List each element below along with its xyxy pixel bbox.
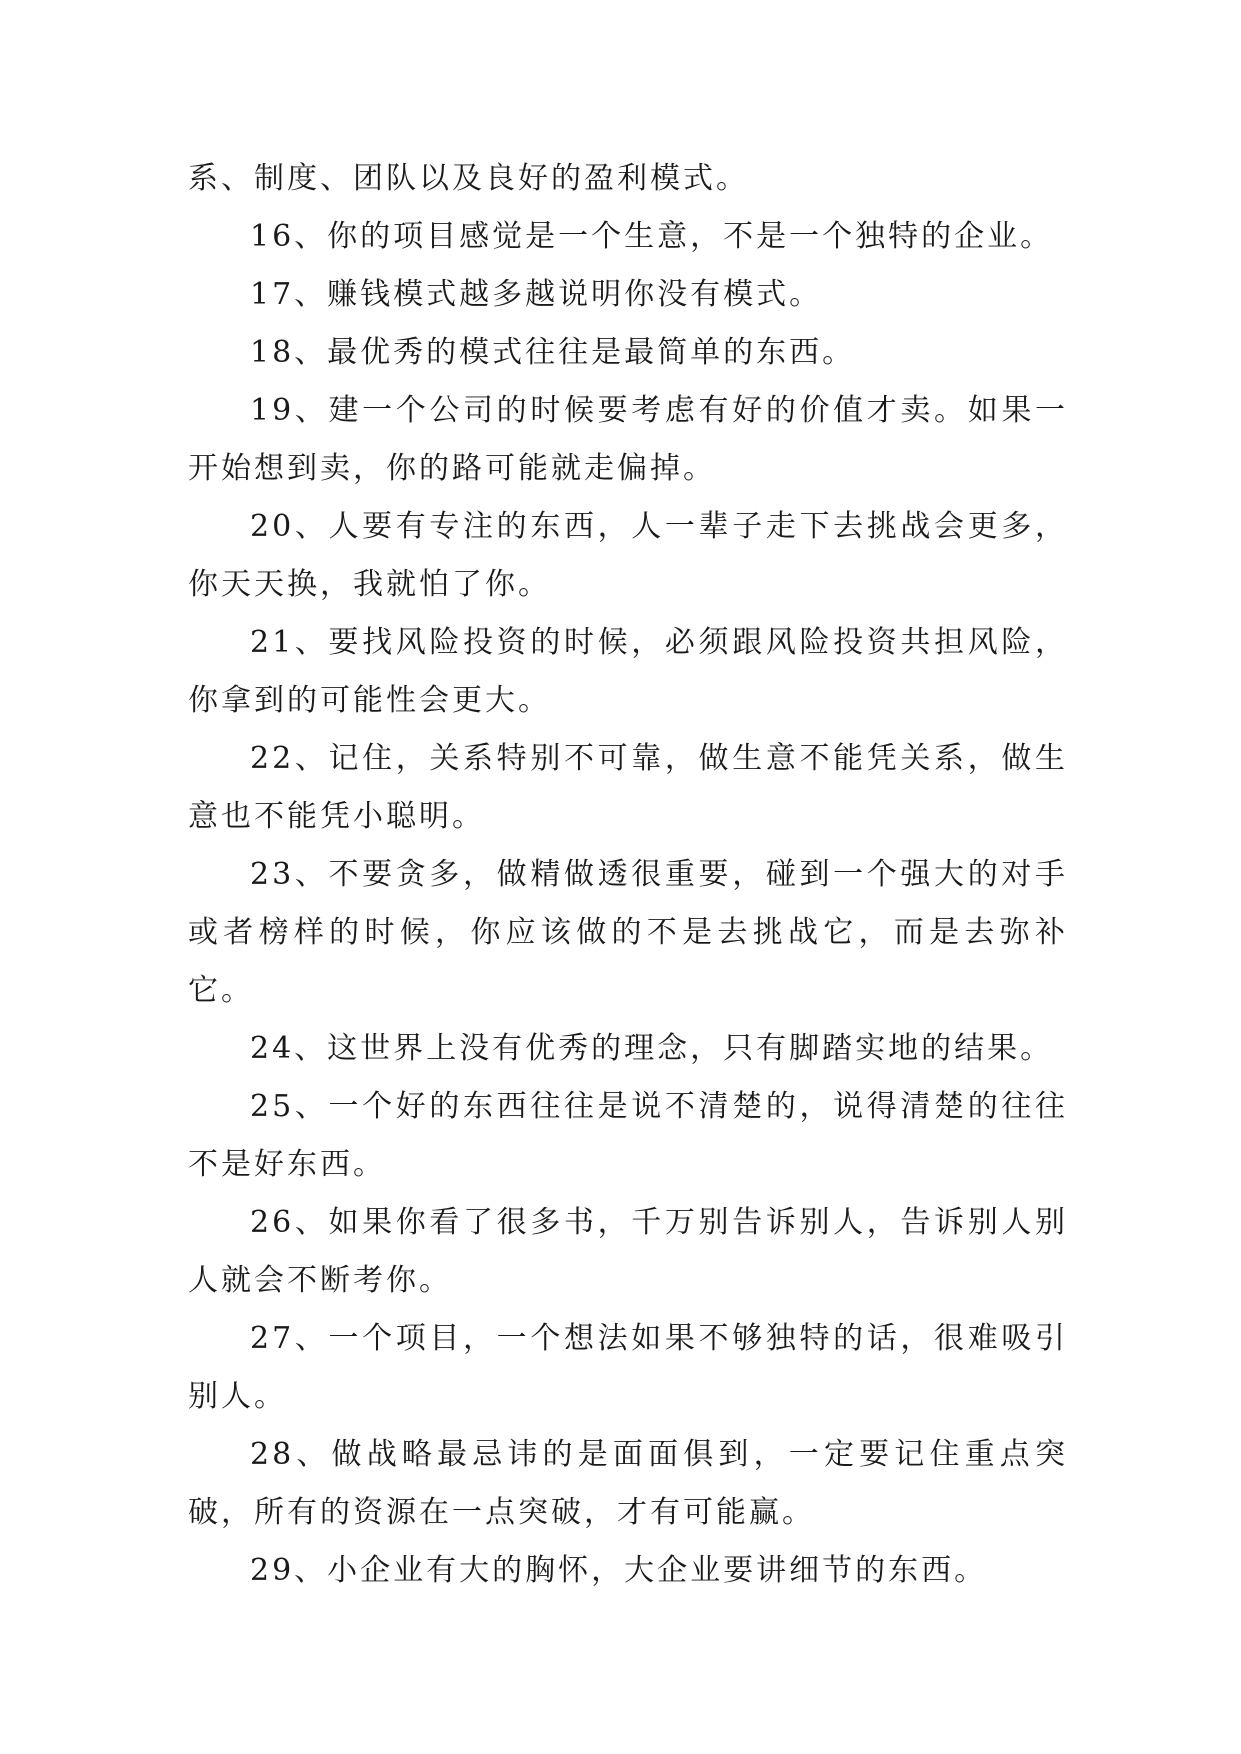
paragraph-item-29: 29、小企业有大的胸怀，大企业要讲细节的东西。 [250, 1553, 988, 1588]
paragraph-item-24: 24、这世界上没有优秀的理念，只有脚踏实地的结果。 [250, 1031, 1054, 1066]
paragraph-item-20: 20、人要有专注的东西，人一辈子走下去挑战会更多，你天天换，我就怕了你。 [188, 509, 1068, 602]
paragraph-item-25: 25、一个好的东西往往是说不清楚的，说得清楚的往往不是好东西。 [188, 1089, 1068, 1182]
paragraph-item-19: 19、建一个公司的时候要考虑有好的价值才卖。如果一开始想到卖，你的路可能就走偏掉。 [188, 393, 1068, 486]
paragraph-item-26: 26、如果你看了很多书，千万别告诉别人，告诉别人别人就会不断考你。 [188, 1205, 1068, 1298]
paragraph-item-18: 18、最优秀的模式往往是最简单的东西。 [250, 335, 856, 370]
paragraph-continuation: 系、制度、团队以及良好的盈利模式。 [188, 161, 749, 196]
paragraph-item-23: 23、不要贪多，做精做透很重要，碰到一个强大的对手或者榜样的时候，你应该做的不是去挑战它，而是去弥补它。 [188, 857, 1068, 1008]
paragraph-item-22: 22、记住，关系特别不可靠，做生意不能凭关系，做生意也不能凭小聪明。 [188, 741, 1068, 834]
paragraph-item-28: 28、做战略最忌讳的是面面俱到，一定要记住重点突破，所有的资源在一点突破，才有可能赢。 [188, 1437, 1068, 1530]
document-body [188, 150, 1068, 1600]
paragraph-item-16: 16、你的项目感觉是一个生意，不是一个独特的企业。 [250, 219, 1054, 254]
paragraph-item-27: 27、一个项目，一个想法如果不够独特的话，很难吸引别人。 [188, 1321, 1068, 1414]
paragraph-item-21: 21、要找风险投资的时候，必须跟风险投资共担风险，你拿到的可能性会更大。 [188, 625, 1068, 718]
paragraph-item-17: 17、赚钱模式越多越说明你没有模式。 [250, 277, 823, 312]
